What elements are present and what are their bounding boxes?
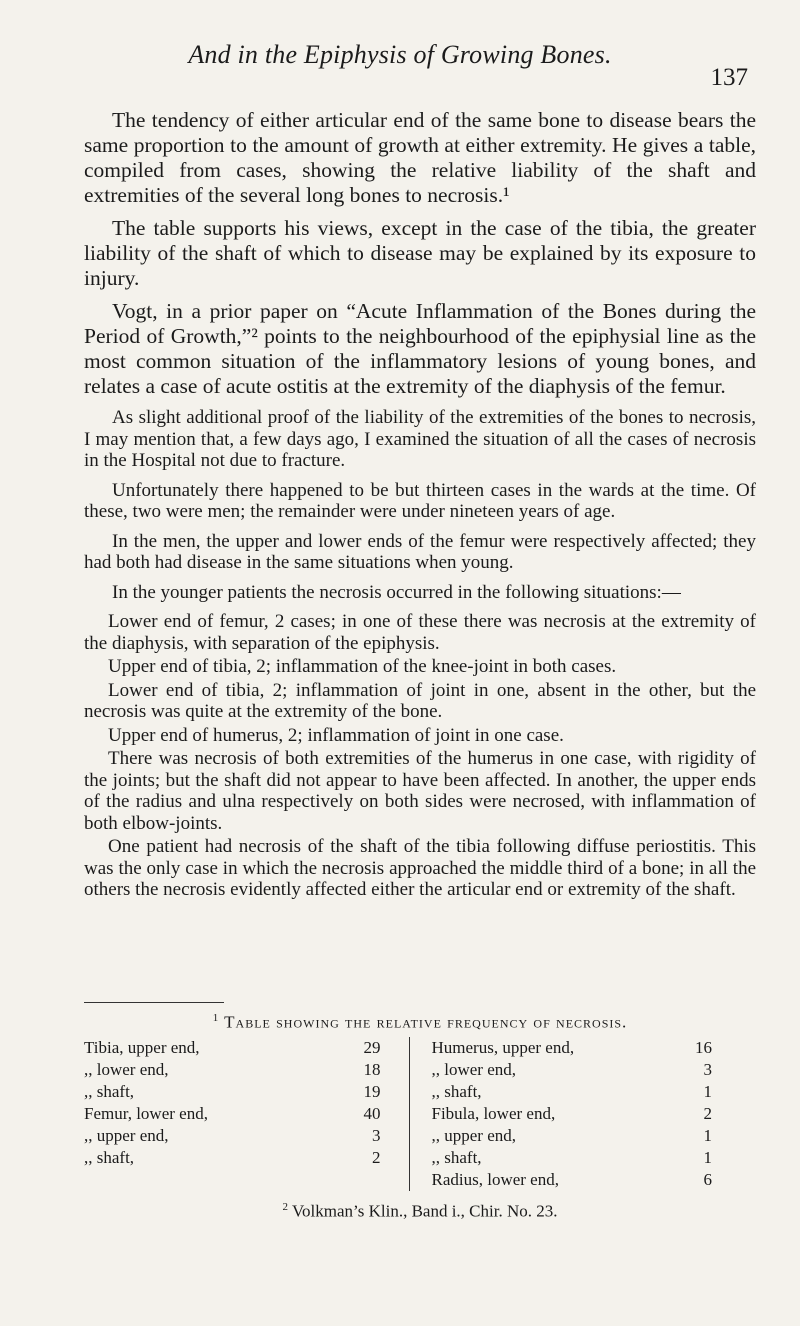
row-label: ,, shaft, (431, 1081, 482, 1101)
row-label: ,, upper end, (431, 1125, 517, 1145)
table-row (432, 1169, 757, 1191)
footnote-title (84, 1012, 756, 1033)
row-label: ,, shaft, (84, 1147, 135, 1167)
paragraph: Vogt, in a prior paper on “Acute Inflammation of the Bones during the Period of Growth,”² points to the neighbourhood of the epiphysial line as the most common situation of the inflammatory lesions of young bones, and relates a case of acute ostitis at the extremity of the diaphysis of the femur. (84, 299, 756, 398)
situation-item: There was necrosis of both extremities of the humerus in one case, with rigidity of the joints; but the shaft did not appear to have been affected. In another, the upper ends of the radius and ulna respectively on both sides were necrosed, with inflammation of both elbow-joints. (84, 748, 756, 834)
row-value: 18 (363, 1059, 381, 1079)
row-label: Radius, lower end, (431, 1169, 559, 1189)
row-label: Fibula, lower end, (431, 1103, 556, 1123)
table-row (432, 1081, 757, 1103)
table-row (84, 1037, 409, 1059)
table-left-column (84, 1037, 409, 1191)
situation-item: Lower end of tibia, 2; inflammation of joint in one, absent in the other, but the necrosis was quite at the extremity of the bone. (84, 679, 756, 722)
page-number: 137 (710, 64, 748, 91)
row-label: Humerus, upper end, (431, 1037, 575, 1057)
row-value: 29 (363, 1037, 381, 1057)
row-value: 3 (372, 1125, 381, 1145)
table-row (432, 1037, 757, 1059)
paragraph: In the younger patients the necrosis occurred in the following situations:— (112, 581, 681, 603)
row-value: 40 (363, 1103, 381, 1123)
table-row (432, 1103, 757, 1125)
row-label: ,, upper end, (84, 1125, 169, 1145)
paragraph: The tendency of either articular end of the same bone to disease bears the same proportion to the amount of growth at either extremity. He gives a table, compiled from cases, showing the relative liability of the shaft and extremities of the several long bones to necrosis.¹ (84, 108, 756, 207)
table-row (432, 1125, 757, 1147)
paragraph: In the men, the upper and lower ends of the femur were respectively affected; they had both had disease in the same situations when young. (84, 530, 756, 573)
row-value: 1 (703, 1081, 712, 1101)
table-right-column (409, 1037, 757, 1191)
footnote-marker: 1 (212, 1012, 220, 1024)
situation-item: Upper end of humerus, 2; inflammation of joint in one case. (108, 724, 564, 746)
row-value: 19 (363, 1081, 381, 1101)
row-label: ,, lower end, (431, 1059, 517, 1079)
row-value: 6 (703, 1169, 712, 1189)
row-label: ,, shaft, (84, 1081, 135, 1101)
row-label: ,, shaft, (431, 1147, 482, 1167)
row-value: 2 (372, 1147, 381, 1167)
row-value: 1 (703, 1147, 712, 1167)
paragraph: The table supports his views, except in the case of the tibia, the greater liability of the shaft of which to disease may be explained by its exposure to injury. (84, 216, 756, 290)
table-row (84, 1147, 409, 1169)
reference-text: Volkman’s Klin., Band i., Chir. No. 23. (291, 1201, 558, 1221)
row-label: Tibia, upper end, (84, 1037, 200, 1057)
necrosis-frequency-table (84, 1037, 756, 1191)
footnote-rule (84, 1002, 224, 1003)
footnote-marker: 2 (282, 1200, 288, 1213)
footnote-reference (84, 1201, 756, 1222)
table-row (432, 1147, 757, 1169)
table-row (432, 1059, 757, 1081)
row-value: 2 (703, 1103, 712, 1123)
situation-item: One patient had necrosis of the shaft of the tibia following diffuse periostitis. This was the only case in which the necrosis approached the middle third of a bone; in all the others the necrosis evidently affected either the articular end or extremity of the shaft. (84, 836, 756, 900)
body-text (84, 108, 756, 903)
row-value: 16 (695, 1037, 712, 1057)
row-label: Femur, lower end, (84, 1103, 208, 1123)
table-row (84, 1103, 409, 1125)
row-value: 3 (703, 1059, 712, 1079)
row-value: 1 (703, 1125, 712, 1145)
paragraph: As slight additional proof of the liability of the extremities of the bones to necrosis, I may mention that, a few days ago, I examined the situation of all the cases of necrosis in the Hospital not due to fracture. (84, 407, 756, 471)
table-row (84, 1059, 409, 1081)
situation-item: Upper end of tibia, 2; inflammation of the knee-joint in both cases. (108, 656, 617, 677)
row-label: ,, lower end, (84, 1059, 169, 1079)
footnote-title-text: Table showing the relative frequency of necrosis. (224, 1012, 628, 1032)
table-row (84, 1081, 409, 1103)
footnote (84, 1012, 756, 1221)
situation-item: Lower end of femur, 2 cases; in one of these there was necrosis at the extremity of the diaphysis, with separation of the epiphysis. (84, 611, 756, 654)
running-head: And in the Epiphysis of Growing Bones. (188, 40, 612, 69)
table-row (84, 1125, 409, 1147)
paragraph: Unfortunately there happened to be but thirteen cases in the wards at the time. Of these, two were men; the remainder were under nineteen years of age. (84, 479, 756, 522)
